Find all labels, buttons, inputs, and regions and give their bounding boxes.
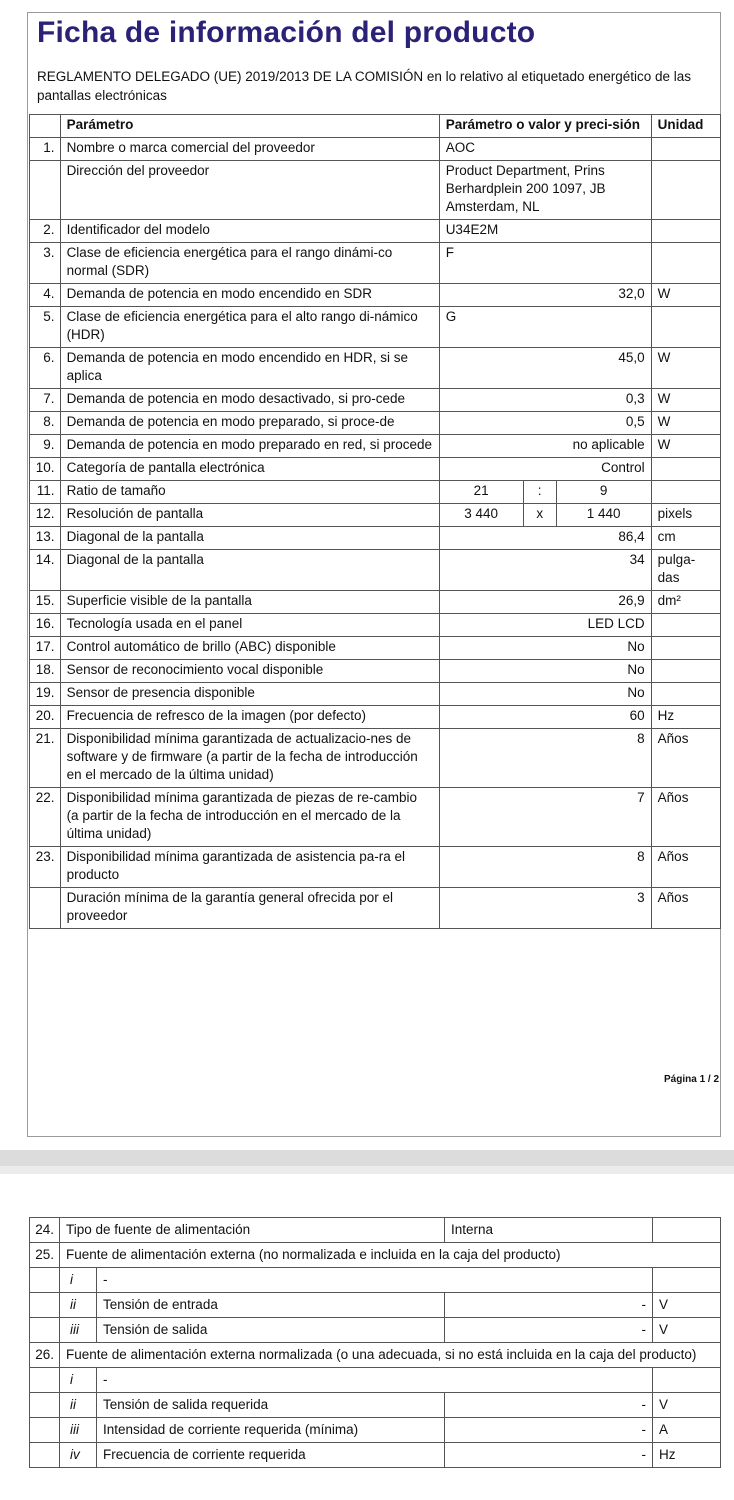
sub-label: Tensión de salida requerida [97,1393,445,1418]
row-unit [651,243,720,284]
table-row [30,637,721,660]
row-param: Nombre o marca comercial del proveedor [60,138,439,161]
row-value: no aplicable [439,435,651,458]
row-unit: Años [651,888,720,929]
row-value: No [439,683,651,706]
row-value: 8 [439,729,651,788]
row-value-right: 9 [599,483,608,498]
table-row [30,435,721,458]
row-number: 26. [30,1343,60,1368]
sub-value: - [445,1418,653,1443]
table-row [30,138,721,161]
row-number: 20. [30,706,61,729]
row-unit [651,660,720,683]
row-value: 86,4 [439,527,651,550]
sub-label: - [97,1268,445,1293]
row-param: Diagonal de la pantalla [60,527,439,550]
table-row [30,888,721,929]
row-unit: Años [651,847,720,888]
sub-unit: Hz [653,1443,721,1468]
table-row [30,591,721,614]
row-unit [653,1218,721,1243]
row-value: Control [439,458,651,481]
row-value: No [439,660,651,683]
row-value-split [439,504,651,527]
row-value: 7 [439,788,651,847]
row-param: Superficie visible de la pantalla [60,591,439,614]
row-number [30,1318,60,1343]
sub-unit [653,1368,721,1393]
table-row-25 [30,1243,721,1268]
row-number [30,1293,60,1318]
row-number: 23. [30,847,61,888]
sub-unit: V [653,1293,721,1318]
row-value: G [439,307,651,348]
row-param: Disponibilidad mínima garantizada de asistencia pa-ra el producto [60,847,439,888]
header-param: Parámetro [60,115,439,138]
row-number: 9. [30,435,61,458]
row-param: Disponibilidad mínima garantizada de actualizacio-nes de software y de firmware (a partir de la fecha de introducción en el mercado de la última unidad) [60,729,439,788]
row-value-left: 3 440 [440,504,524,526]
header-num-cell [30,115,61,138]
row-param: Duración mínima de la garantía general ofrecida por el proveedor [60,888,439,929]
sub-row [30,1368,721,1393]
sub-label: Tensión de salida [97,1318,445,1343]
sub-row [30,1418,721,1443]
table-row-24 [30,1218,721,1243]
table-row [30,307,721,348]
sub-roman: ii [60,1393,97,1418]
row-number: 6. [30,348,61,389]
row-value-separator: x [524,504,557,526]
table-row [30,220,721,243]
row-number: 4. [30,284,61,307]
page-number: Página 1 / 2 [664,1074,720,1085]
row-param: Diagonal de la pantalla [60,550,439,591]
power-supply-table [29,1217,721,1468]
sub-roman: iii [60,1318,97,1343]
row-param: Sensor de presencia disponible [60,683,439,706]
row-unit: W [651,412,720,435]
row-value: 32,0 [439,284,651,307]
table-row [30,348,721,389]
page-separator [0,1150,734,1166]
row-number [30,161,61,220]
row-unit: W [651,284,720,307]
row-param: Fuente de alimentación externa (no normalizada e incluida en la caja del producto) [60,1243,721,1268]
sub-roman: iv [60,1443,97,1468]
row-number [30,1393,60,1418]
row-value: AOC [439,138,651,161]
row-unit [651,637,720,660]
sub-roman: iii [60,1418,97,1443]
row-number: 10. [30,458,61,481]
sub-value [445,1268,653,1293]
row-unit: W [651,389,720,412]
row-unit [651,614,720,637]
row-param: Demanda de potencia en modo preparado en red, si procede [60,435,439,458]
row-value: 3 [439,888,651,929]
sub-value [445,1368,653,1393]
row-number: 1. [30,138,61,161]
row-number: 15. [30,591,61,614]
row-number: 3. [30,243,61,284]
row-value: 8 [439,847,651,888]
row-param: Demanda de potencia en modo desactivado, si pro-cede [60,389,439,412]
row-param: Demanda de potencia en modo encendido en HDR, si se aplica [60,348,439,389]
sub-row [30,1268,721,1293]
sub-row [30,1293,721,1318]
row-param: Clase de eficiencia energética para el alto rango di-námico (HDR) [60,307,439,348]
sub-roman: ii [60,1293,97,1318]
regulation-subtitle: REGLAMENTO DELEGADO (UE) 2019/2013 DE LA COMISIÓN en lo relativo al etiquetado energético de las pantallas electrónicas [37,69,692,103]
page-title: Ficha de información del producto [37,16,536,49]
row-value: U34E2M [439,220,651,243]
row-param: Demanda de potencia en modo preparado, si proce-de [60,412,439,435]
page-separator-shadow [0,1166,734,1174]
row-number [30,888,61,929]
sub-label: Tensión de entrada [97,1293,445,1318]
row-param: Frecuencia de refresco de la imagen (por defecto) [60,706,439,729]
table-row [30,504,721,527]
row-number [30,1268,60,1293]
row-number: 22. [30,788,61,847]
table-row [30,706,721,729]
row-param: Disponibilidad mínima garantizada de piezas de re-cambio (a partir de la fecha de introducción en el mercado de la última unidad) [60,788,439,847]
row-number: 11. [30,481,61,504]
sub-unit [653,1268,721,1293]
row-param: Fuente de alimentación externa normalizada (o una adecuada, si no está incluida en la caja del producto) [60,1343,721,1368]
row-param: Categoría de pantalla electrónica [60,458,439,481]
table-row [30,614,721,637]
row-value: 26,9 [439,591,651,614]
table-row [30,161,721,220]
row-number: 14. [30,550,61,591]
row-unit [651,683,720,706]
row-number: 25. [30,1243,60,1268]
row-unit: W [651,435,720,458]
table-row [30,243,721,284]
row-value-left: 21 [440,481,524,503]
header-value: Parámetro o valor y preci-sión [439,115,651,138]
sub-label: Frecuencia de corriente requerida [97,1443,445,1468]
sub-value: - [445,1393,653,1418]
header-unit: Unidad [651,115,720,138]
table-row [30,527,721,550]
row-param: Ratio de tamaño [60,481,439,504]
row-value-split [439,481,651,504]
sub-value: - [445,1443,653,1468]
table-header-row [30,115,721,138]
row-value: F [439,243,651,284]
table-row [30,660,721,683]
row-number: 17. [30,637,61,660]
row-param: Clase de eficiencia energética para el rango dinámi-co normal (SDR) [60,243,439,284]
row-value: 45,0 [439,348,651,389]
row-unit: W [651,348,720,389]
row-unit: Años [651,729,720,788]
row-number [30,1443,60,1468]
row-value: No [439,637,651,660]
sub-value: - [445,1318,653,1343]
table-row [30,788,721,847]
row-unit [651,138,720,161]
row-number: 24. [30,1218,60,1243]
row-param: Dirección del proveedor [60,161,439,220]
row-unit [651,161,720,220]
row-unit: pulga-das [651,550,720,591]
row-unit [651,458,720,481]
row-param: Control automático de brillo (ABC) disponible [60,637,439,660]
row-unit: pixels [651,504,720,527]
row-unit [651,220,720,243]
product-info-table [29,114,721,929]
sub-roman: i [60,1368,97,1393]
sub-label: Intensidad de corriente requerida (mínima) [97,1418,445,1443]
row-number: 16. [30,614,61,637]
row-number: 7. [30,389,61,412]
row-value: 60 [439,706,651,729]
row-unit: dm² [651,591,720,614]
table-row [30,389,721,412]
row-param: Identificador del modelo [60,220,439,243]
row-value: Product Department, Prins Berhardplein 200 1097, JB Amsterdam, NL [439,161,651,220]
table-row [30,284,721,307]
row-value: LED LCD [439,614,651,637]
row-param: Tecnología usada en el panel [60,614,439,637]
sub-roman: i [60,1268,97,1293]
row-number: 5. [30,307,61,348]
row-value: Interna [445,1218,653,1243]
row-number: 19. [30,683,61,706]
row-value: 34 [439,550,651,591]
row-value: 0,5 [439,412,651,435]
row-number [30,1418,60,1443]
table-row [30,481,721,504]
sub-label: - [97,1368,445,1393]
table-row-26 [30,1343,721,1368]
row-unit [651,307,720,348]
sub-unit: V [653,1318,721,1343]
sub-unit: V [653,1393,721,1418]
row-param: Resolución de pantalla [60,504,439,527]
row-number [30,1368,60,1393]
table-row [30,847,721,888]
row-number: 18. [30,660,61,683]
table-row [30,729,721,788]
row-unit: Hz [651,706,720,729]
row-number: 8. [30,412,61,435]
row-param: Tipo de fuente de alimentación [60,1218,445,1243]
row-unit: Años [651,788,720,847]
sub-row [30,1318,721,1343]
row-unit: cm [651,527,720,550]
table-row [30,412,721,435]
sub-row [30,1443,721,1468]
row-number: 2. [30,220,61,243]
row-number: 13. [30,527,61,550]
table-row [30,683,721,706]
row-param: Demanda de potencia en modo encendido en SDR [60,284,439,307]
row-value-separator: : [524,481,557,503]
table-row [30,550,721,591]
row-unit [651,481,720,504]
row-number: 21. [30,729,61,788]
table-row [30,458,721,481]
sub-value: - [445,1293,653,1318]
sub-row [30,1393,721,1418]
row-value: 0,3 [439,389,651,412]
row-param: Sensor de reconocimiento vocal disponible [60,660,439,683]
sub-unit: A [653,1418,721,1443]
row-value-right: 1 440 [586,506,621,521]
row-number: 12. [30,504,61,527]
